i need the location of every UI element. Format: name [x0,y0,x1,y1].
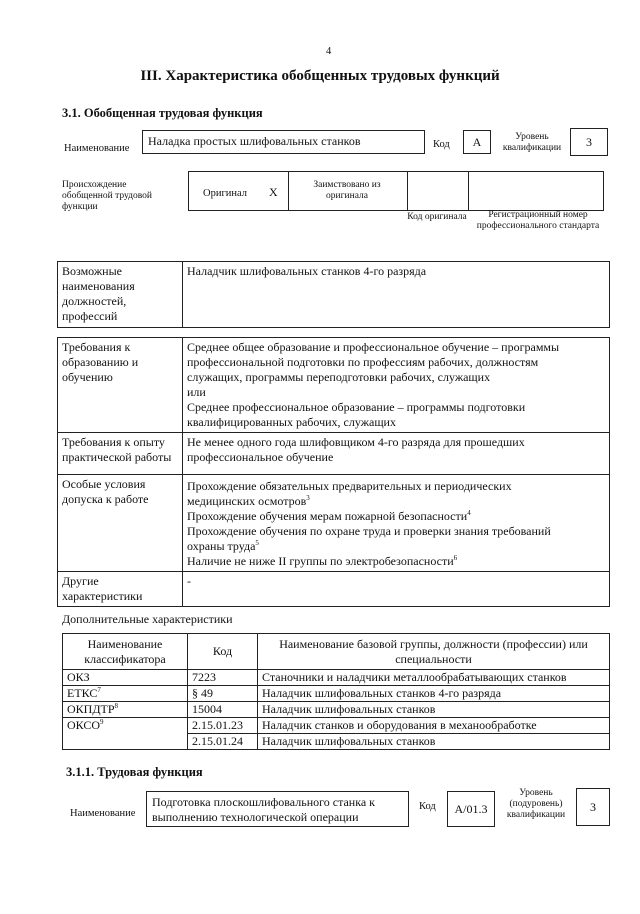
experience-line: профессиональное обучение [187,450,334,464]
tf-level-value: 3 [590,799,596,814]
tf-level-field [576,788,610,826]
condition-line: Наличие не ниже II группы по электробезопасности$^6$ [187,554,458,568]
classifier-cell: ОКСО [67,718,101,732]
tf-name-line: Подготовка плоскошлифовального станка к [152,795,376,809]
additional-title: Дополнительные характеристики [62,612,233,626]
code-cell: § 49 [188,686,258,702]
gtf-name-label: Наименование [64,143,130,154]
education-line: Среднее общее образование и профессиональное обучение – программы [187,340,560,354]
code-cell: 2.15.01.23 [188,718,258,734]
positions-value: Наладчик шлифовальных станков 4-го разряда [183,262,610,328]
requirements-table [57,337,610,607]
origin-box [188,171,604,211]
positions-label: Возможные наименования должностей, профессий [58,262,183,328]
condition-line: охраны труда$^5$ [187,539,259,553]
code-cell: 15004 [188,702,258,718]
tf-code-label: Код [419,801,436,812]
conditions-value [183,475,610,572]
gtf-level-field [570,128,608,156]
education-line: квалифицированных рабочих, служащих [187,415,396,429]
subsection-3-1-1-title: 3.1.1. Трудовая функция [66,765,203,779]
section-title: III. Характеристика обобщенных трудовых функций [140,68,500,84]
experience-line: Не менее одного года шлифовщиком 4-го разряда для прошедших [187,435,525,449]
origin-label: Происхождение обобщенной трудовой функции [62,180,152,212]
table-row: ОКПДТР$^8$ 15004 Наладчик шлифовальных станков [63,702,610,718]
education-value [183,338,610,433]
classifier-header: Наименование классификатора [63,634,188,670]
tf-name-line: выполнению технологической операции [152,810,359,824]
condition-line: Прохождение обязательных предварительных и периодических [187,479,512,493]
name-cell: Наладчик шлифовальных станков [258,702,610,718]
classifier-cell: ОКПДТР [67,702,115,716]
other-label: Другие характеристики [58,572,183,607]
table-row: ЕТКС$^7$ § 49 Наладчик шлифовальных станков 4-го разряда [63,686,610,702]
education-line: профессиональной подготовки по профессиям рабочих, должностям [187,355,539,369]
gtf-level-label: Уровень квалификации [502,132,562,153]
classifier-cell: ЕТКС [67,686,98,700]
tf-level-label: Уровень (подуровень) квалификации [506,788,566,820]
code-cell: 7223 [188,670,258,686]
other-value: - [183,572,610,607]
experience-label: Требования к опыту практической работы [58,433,183,475]
condition-line: медицинских осмотров$^3$ [187,494,310,508]
condition-line: Прохождение обучения мерам пожарной безопасности$^4$ [187,509,471,523]
origin-original-mark: Х [269,185,278,199]
condition-line: Прохождение обучения по охране труда и проверки знания требований [187,524,551,538]
origin-borrowed-label: Заимствовано из оригинала [313,180,381,201]
name-cell: Наладчик станков и оборудования в механообработке [258,718,610,734]
education-line: Среднее профессиональное образование – программы подготовки [187,400,526,414]
name-cell: Наладчик шлифовальных станков [258,734,610,750]
classifier-cell: ОКЗ [67,670,90,684]
origin-reg-caption: Регистрационный номер профессионального стандарта [476,210,600,231]
gtf-level-value: 3 [586,134,592,149]
code-header: Код [188,634,258,670]
name-header: Наименование базовой группы, должности (профессии) или специальности [258,634,610,670]
education-line: или [187,385,206,399]
name-cell: Станочники и наладчики металлообрабатывающих станков [258,670,610,686]
education-line: служащих, программы переподготовки рабочих, служащих [187,370,491,384]
gtf-code-field [463,130,491,154]
tf-code-field [447,791,495,827]
subsection-3-1-title: 3.1. Обобщенная трудовая функция [62,106,263,120]
tf-name-label: Наименование [70,808,136,819]
classifier-table [62,633,610,750]
education-label: Требования к образованию и обучению [58,338,183,433]
origin-original-label: Оригинал [203,188,247,199]
positions-table [57,261,610,328]
page-number: 4 [326,46,332,57]
gtf-name-field [142,130,425,154]
name-cell: Наладчик шлифовальных станков 4-го разряда [258,686,610,702]
table-row: ОКСО$^9$ 2.15.01.23 Наладчик станков и оборудования в механообработке [63,718,610,734]
origin-code-caption: Код оригинала [407,212,467,222]
conditions-label: Особые условия допуска к работе [58,475,183,572]
table-row [63,670,610,686]
gtf-code-label: Код [433,139,450,150]
code-cell: 2.15.01.24 [188,734,258,750]
experience-value [183,433,610,475]
gtf-code-value: А [472,134,482,149]
tf-name-field [146,791,409,827]
gtf-name-value: Наладка простых шлифовальных станков [148,134,361,148]
tf-code-value: A/01.3 [454,801,488,816]
